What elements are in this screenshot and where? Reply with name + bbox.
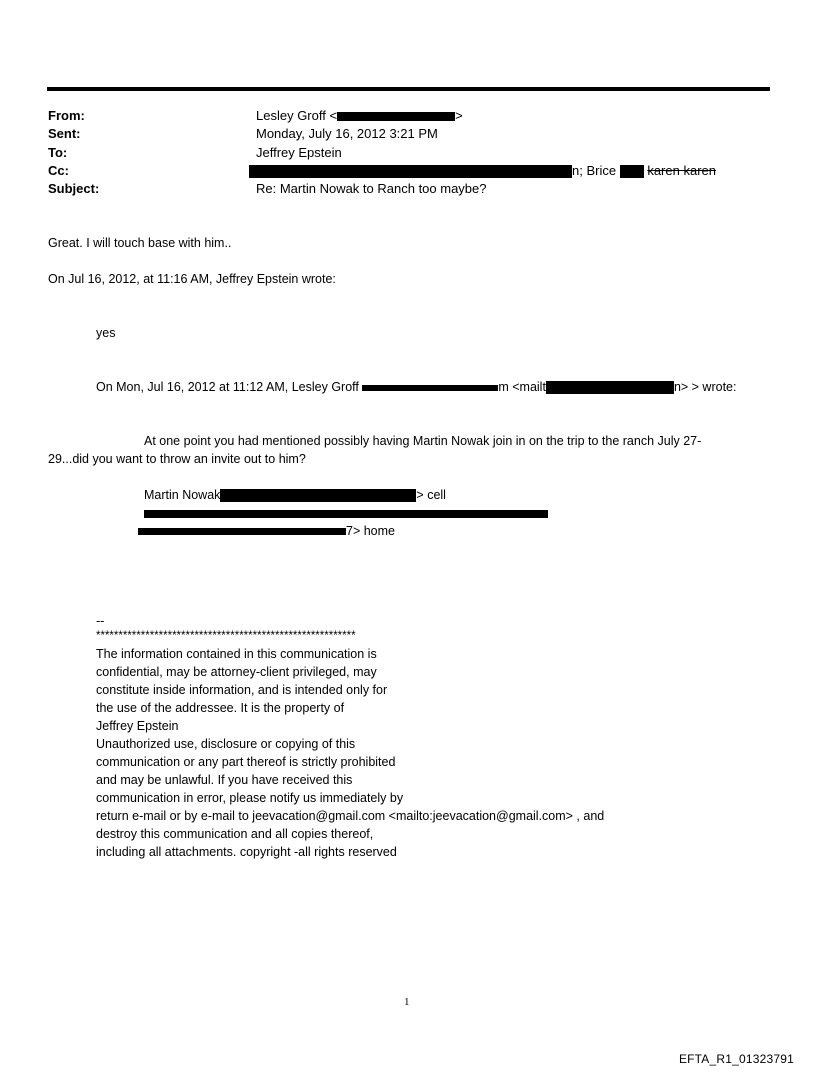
nowak-cell: > cell: [416, 488, 446, 502]
disclaimer-line: return e-mail or by e-mail to jeevacation@gmail.com <mailto:jeevacation@gmail.com> , and: [96, 809, 605, 823]
signature-dashes: --: [96, 614, 105, 628]
disclaimer-line: and may be unlawful. If you have received this: [96, 773, 353, 787]
top-rule: [47, 87, 770, 91]
redaction-bar: [249, 165, 572, 178]
nowak-email-line: [144, 505, 548, 521]
from-close: >: [455, 108, 463, 123]
inner-quote-prefix: On Mon, Jul 16, 2012 at 11:12 AM, Lesley Groff: [96, 380, 363, 394]
disclaimer-line: the use of the addressee. It is the property of: [96, 701, 345, 715]
cc-value: [249, 163, 716, 179]
redaction-bar: [546, 381, 674, 394]
redaction-bar: [620, 165, 644, 178]
disclaimer-line: communication or any part thereof is strictly prohibited: [96, 755, 396, 769]
sent-label: Sent:: [48, 126, 81, 141]
subject-label: Subject:: [48, 181, 100, 196]
redaction-bar: [337, 112, 455, 121]
from-value: [256, 108, 463, 124]
invite-line-2: 29...did you want to throw an invite out to him?: [48, 452, 306, 466]
inner-quote-end: n> > wrote:: [673, 380, 737, 394]
redaction-bar: [362, 385, 498, 391]
disclaimer-line: confidential, may be attorney-client privileged, may: [96, 665, 377, 679]
sent-value: Monday, July 16, 2012 3:21 PM: [256, 126, 438, 141]
disclaimer-line: communication in error, please notify us immediately by: [96, 791, 404, 805]
to-value: Jeffrey Epstein: [256, 145, 342, 160]
redaction-bar: [138, 528, 346, 535]
reply-line: Great. I will touch base with him..: [48, 236, 232, 250]
quote-header: On Jul 16, 2012, at 11:16 AM, Jeffrey Epstein wrote:: [48, 272, 336, 286]
redaction-bar: [220, 489, 416, 502]
subject-value: Re: Martin Nowak to Ranch too maybe?: [256, 181, 487, 196]
cc-struck-tail: karen karen: [647, 163, 716, 178]
disclaimer-line: Jeffrey Epstein: [96, 719, 179, 733]
inner-quote-header: [96, 379, 736, 395]
disclaimer-line: including all attachments. copyright -all rights reserved: [96, 845, 397, 859]
invite-line-1: At one point you had mentioned possibly having Martin Nowak join in on the trip to the ranch July 27-: [144, 434, 702, 448]
disclaimer-stars: **********************************************************: [96, 630, 356, 642]
disclaimer-line: constitute inside information, and is intended only for: [96, 683, 388, 697]
cc-label: Cc:: [48, 163, 69, 178]
nowak-name: Martin Nowak: [144, 488, 221, 502]
disclaimer-line: Unauthorized use, disclosure or copying of this: [96, 737, 356, 751]
from-label: From:: [48, 108, 85, 123]
document-id: EFTA_R1_01323791: [678, 1052, 794, 1066]
page-number: 1: [404, 996, 410, 1008]
to-label: To:: [48, 145, 68, 160]
disclaimer-line: The information contained in this communication is: [96, 647, 377, 661]
yes-line: yes: [96, 326, 116, 340]
inner-quote-mid: m <mailt: [498, 380, 546, 394]
redaction-bar: [144, 510, 548, 518]
cc-tail: n; Brice: [572, 163, 617, 178]
nowak-name-line: [144, 487, 446, 503]
from-name: Lesley Groff <: [256, 108, 338, 123]
disclaimer-line: destroy this communication and all copies thereof,: [96, 827, 374, 841]
nowak-home: 7> home: [346, 524, 395, 538]
nowak-home-line: [138, 523, 395, 539]
